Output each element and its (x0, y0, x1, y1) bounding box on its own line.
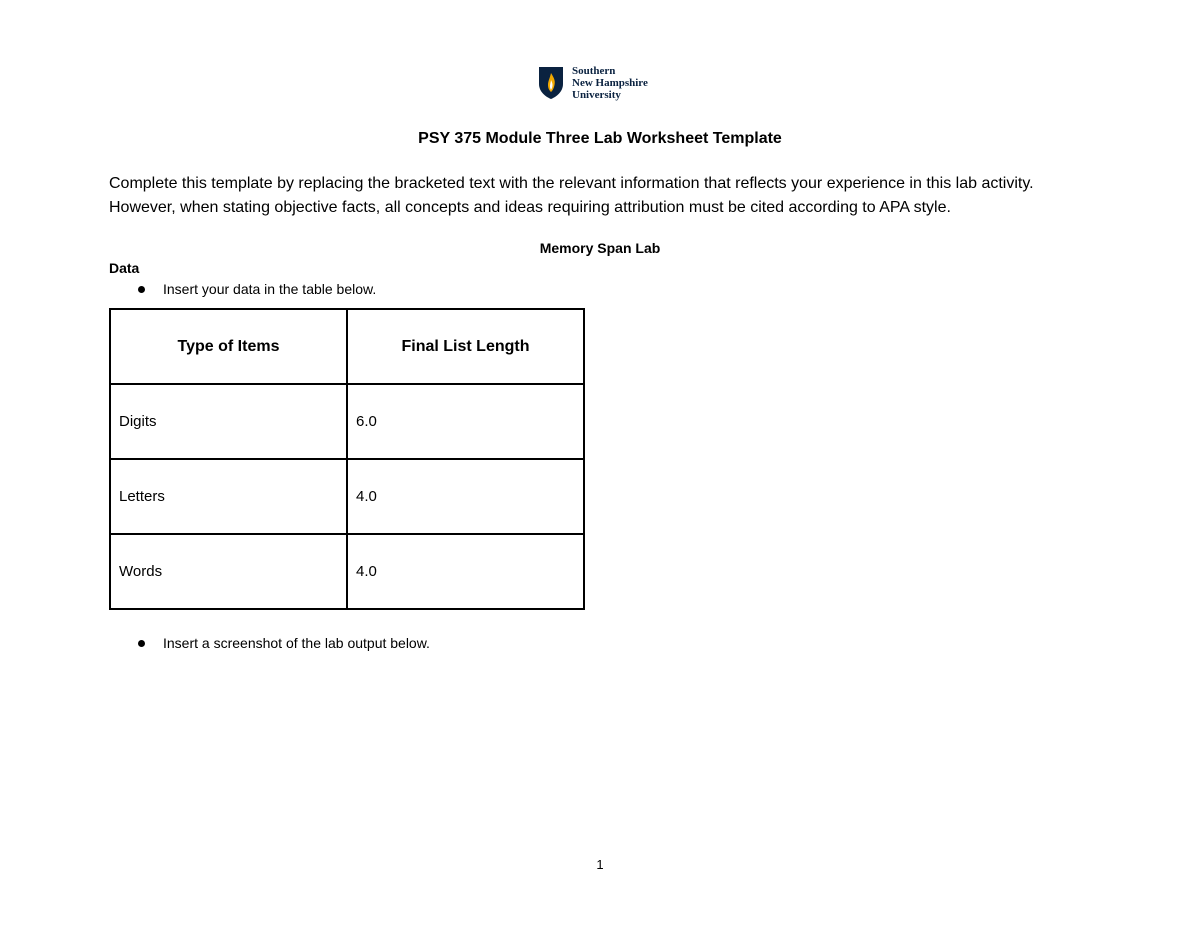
table-cell[interactable]: Digits (110, 384, 347, 459)
logo-wordmark: Southern New Hampshire University (572, 65, 648, 101)
shield-flame-icon (538, 66, 564, 100)
bullet-text: Insert your data in the table below. (163, 281, 377, 297)
table-cell[interactable]: 4.0 (347, 459, 584, 534)
document-title: PSY 375 Module Three Lab Worksheet Template (418, 130, 782, 147)
table-cell[interactable]: 4.0 (347, 534, 584, 609)
table-header-cell: Type of Items (110, 309, 347, 384)
page-number: 1 (596, 857, 604, 872)
bullet-dot-icon (138, 640, 145, 647)
table-header-cell: Final List Length (347, 309, 584, 384)
table-row (110, 384, 584, 459)
table-row (110, 534, 584, 609)
section-heading-data: Data (109, 260, 140, 276)
bullet-insert-data (138, 281, 376, 297)
bullet-text: Insert a screenshot of the lab output below. (163, 635, 430, 651)
table-cell[interactable]: 6.0 (347, 384, 584, 459)
bullet-insert-screenshot (138, 635, 430, 651)
table-header-row (110, 309, 584, 384)
data-table (109, 308, 585, 610)
table-cell[interactable]: Words (110, 534, 347, 609)
bullet-dot-icon (138, 286, 145, 293)
lab-subtitle: Memory Span Lab (539, 240, 661, 256)
table-cell[interactable]: Letters (110, 459, 347, 534)
university-logo (538, 63, 648, 103)
intro-paragraph: Complete this template by replacing the bracketed text with the relevant information that reflects your experience in this lab activity. However, when stating objective facts, all concepts and ideas requiring attribution must be cited according to APA style. (109, 175, 1034, 216)
table-row (110, 459, 584, 534)
